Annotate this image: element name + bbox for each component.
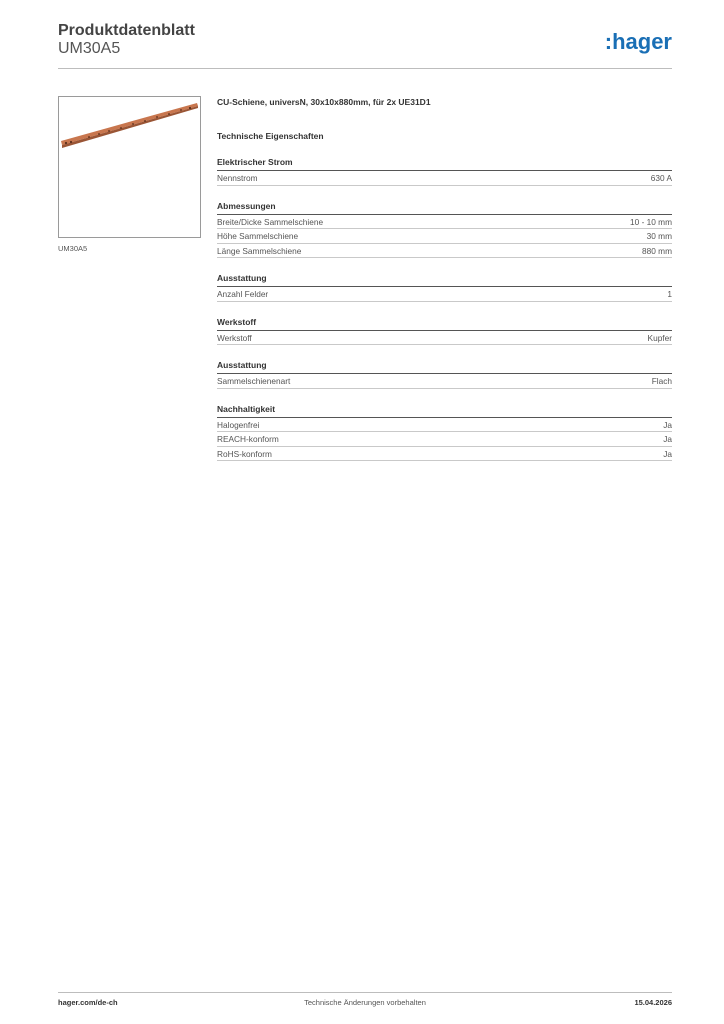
property-label: RoHS-konform (217, 448, 272, 459)
group-title: Elektrischer Strom (217, 156, 672, 171)
footer-date: 15.04.2026 (634, 998, 672, 1007)
property-row (217, 171, 672, 186)
group-abmessungen (217, 200, 672, 259)
group-elektrischer-strom (217, 156, 672, 186)
property-label: Anzahl Felder (217, 289, 269, 299)
property-row (217, 244, 672, 259)
property-value: 630 A (650, 173, 672, 183)
header-divider (58, 68, 672, 69)
group-title: Abmessungen (217, 200, 672, 215)
hager-logo (592, 27, 672, 57)
property-value: 10 - 10 mm (630, 216, 672, 227)
page-footer (58, 998, 672, 1012)
property-value: 880 mm (642, 245, 672, 256)
property-row (217, 215, 672, 230)
property-label: Werkstoff (217, 332, 252, 343)
product-image (58, 96, 201, 238)
group-ausstattung-2 (217, 359, 672, 389)
footer-website-link[interactable]: hager.com/de-ch (58, 998, 118, 1007)
product-description: CU-Schiene, universN, 30x10x880mm, für 2x UE31D1 (217, 97, 431, 107)
property-label: Breite/Dicke Sammelschiene (217, 216, 324, 227)
busbar-illustration (61, 103, 198, 148)
group-nachhaltigkeit (217, 403, 672, 462)
property-row (217, 418, 672, 433)
property-label: Halogenfrei (217, 419, 260, 430)
footer-divider (58, 992, 672, 993)
property-value: Kupfer (647, 332, 672, 343)
group-title: Ausstattung (217, 359, 672, 374)
group-ausstattung (217, 272, 672, 302)
property-label: Nennstrom (217, 173, 258, 183)
product-details (217, 96, 672, 461)
page-header (58, 20, 672, 70)
property-label: REACH-konform (217, 434, 279, 444)
group-werkstoff (217, 316, 672, 346)
property-value: 30 mm (646, 231, 672, 241)
product-code: UM30A5 (58, 40, 121, 57)
group-title: Werkstoff (217, 316, 672, 331)
property-row (217, 447, 672, 462)
svg-text::hager: :hager (604, 29, 672, 54)
property-row (217, 374, 672, 389)
property-value: Ja (663, 448, 672, 459)
footer-note: Technische Änderungen vorbehalten (304, 998, 426, 1007)
property-value: Ja (663, 434, 672, 444)
property-row (217, 432, 672, 447)
image-caption: UM30A5 (58, 244, 88, 253)
property-value: 1 (667, 289, 672, 299)
property-label: Höhe Sammelschiene (217, 231, 299, 241)
group-title: Nachhaltigkeit (217, 403, 672, 418)
property-label: Sammelschienenart (217, 376, 291, 386)
property-value: Flach (651, 376, 672, 386)
group-title: Ausstattung (217, 272, 672, 287)
property-row (217, 331, 672, 346)
property-row (217, 229, 672, 244)
property-value: Ja (663, 419, 672, 430)
property-row (217, 287, 672, 302)
document-title: Produktdatenblatt (58, 22, 195, 39)
section-heading: Technische Eigenschaften (217, 131, 324, 141)
property-label: Länge Sammelschiene (217, 245, 302, 256)
